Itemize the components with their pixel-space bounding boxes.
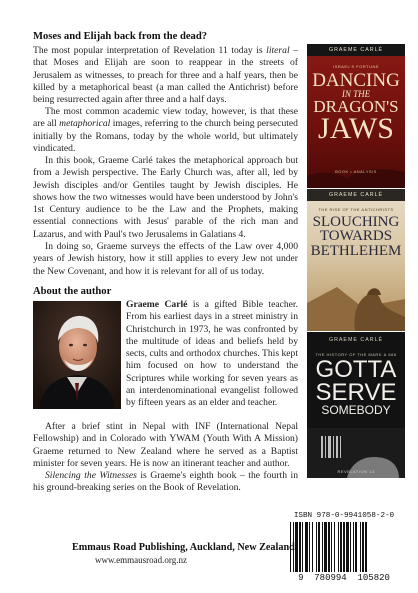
- emphasis-metaphorical: metaphorical: [59, 118, 111, 130]
- barcode-bar: [360, 522, 361, 572]
- paragraph-text: – that Moses and Elijah are soon to reappear in the streets of Jerusalem as witnesses, to preach for three and a half years, then be killed by a metaphorical beast (a man called the Antichrist) before being resurrected again after three and a half days.: [33, 45, 298, 106]
- book-title: [307, 215, 405, 258]
- publisher-name: Emmaus Road Publishing, Auckland, New Zealand: [72, 542, 295, 553]
- barcode-bar: [350, 522, 351, 572]
- paragraph-text: The most popular interpretation of Revelation 11 today is: [33, 45, 267, 56]
- barcode-bar: [309, 522, 310, 572]
- book-title: [307, 356, 405, 417]
- isbn-label: ISBN 978-0-9941058-2-0: [293, 512, 395, 520]
- book-author: GRAEME CARLÉ: [328, 47, 384, 53]
- book-author: GRAEME CARLÉ: [328, 337, 384, 343]
- title-line: SERVE: [315, 378, 397, 406]
- title-line: SLOUCHING: [312, 214, 400, 230]
- barcode-bar: [343, 522, 345, 572]
- title-line: DANCING: [312, 70, 400, 91]
- sphinx-illustration: [307, 261, 405, 331]
- barcode-bar: [331, 522, 332, 572]
- book-cover-dancing-dragons-jaws: [307, 44, 405, 188]
- book-subtitle: ISRAEL'S FORTUNE: [332, 64, 380, 69]
- paragraph-text: is Graeme's eighth book – the fourth in his ground-breaking series on the Book of Revelation.: [33, 470, 298, 494]
- title-line: JAWS: [318, 111, 394, 145]
- title-line: IN THE: [341, 89, 371, 100]
- section-heading-about-author: About the author: [33, 286, 112, 297]
- barcode-bar: [322, 522, 323, 572]
- title-line: BETHLEHEM: [310, 242, 402, 259]
- book-author: GRAEME CARLÉ: [328, 192, 384, 198]
- isbn-barcode: [284, 512, 404, 584]
- paragraph-book-series: [33, 470, 298, 495]
- barcode-bar: [365, 522, 367, 572]
- paragraph-author-ministry: After a brief stint in Nepal with INF (International Nepal Fellowship) and in Colorado with YWAM (Youth With A Mission) Graeme returned to New Zealand where he served as a Baptist minister for seven years. He is now an itinerant teacher and author.: [33, 421, 298, 469]
- barcode-bar: [328, 522, 330, 572]
- barcode-bars: [284, 522, 404, 572]
- barcode-bar: [312, 522, 313, 572]
- barcode-bar: [362, 522, 364, 572]
- paragraph-text: images, referring to the church being persecuted initially by the Romans, today by the whole world, but ultimately vindicated.: [33, 118, 298, 154]
- book-subtitle: THE HISTORY OF THE MARK & 666: [315, 352, 397, 357]
- author-photo: [33, 301, 121, 409]
- barcode-bar: [334, 522, 335, 572]
- title-line: GOTTA: [315, 356, 397, 383]
- barcode-digits: 9 780994 105820: [298, 573, 390, 583]
- barcode-bar: [346, 522, 349, 572]
- barcode-bar: [302, 522, 303, 572]
- book-title: [307, 72, 405, 143]
- paragraph-text: is a gifted Bible teacher. From his earliest days in a street ministry in Christchurch in 1973, he was confronted by the multitude of ideas and beliefs held by sects, cults and orthodox churches. This kept him focused on how to understand the Scriptures while working for seven years as an interdenominational evangelist followed by fifteen years as an elder and teacher.: [126, 299, 298, 409]
- book-cover-slouching-bethlehem: [307, 189, 405, 331]
- paragraph-law-history: In doing so, Graeme surveys the effects of the Law over 4,000 years of Jewish history, how it still applies to every Jew not under the New Covenant, and how it is relevant for all of us today.: [33, 241, 298, 277]
- barcode-bar: [318, 522, 320, 572]
- author-portrait-image: [33, 301, 121, 409]
- paragraph-text: The most common academic view today, however, is that these are all: [33, 106, 298, 130]
- barcode-bar: [338, 522, 339, 572]
- book-cover-gotta-serve-somebody: [307, 332, 405, 478]
- barcode-bar: [305, 522, 308, 572]
- book-footer: REVELATION 13: [337, 469, 375, 474]
- barcode-bar: [324, 522, 327, 572]
- barcode-bar: [355, 522, 357, 572]
- barcode-bar: [353, 522, 354, 572]
- paragraph-academic-view: [33, 106, 298, 155]
- author-name: Graeme Carlé: [126, 299, 188, 310]
- publisher-website: www.emmausroad.org.nz: [95, 555, 187, 565]
- book-subtitle: THE RISE OF THE ANTICHRISTS: [318, 207, 394, 212]
- title-line: TOWARDS: [319, 228, 393, 245]
- title-line: DRAGON'S: [313, 96, 399, 116]
- book-footer: BOOK • ANALYSIS: [335, 169, 377, 174]
- book-title-silencing: Silencing the Witnesses: [45, 470, 137, 481]
- emphasis-literal: literal: [266, 45, 290, 56]
- barcode-bar: [316, 522, 317, 572]
- barcode-bar: [295, 522, 298, 572]
- paragraph-book-approach: In this book, Graeme Carlé takes the metaphorical approach but from a Jewish perspective. The Early Church was, after all, led by Jewish disciples and/or Gentiles taught by Jewish disciples. He shows how the two witnesses would have been understood by John's 1st Century audience to be the Law and the Prophets, making essential connections with Jesus' parable of the rich man and Lazarus, and with Paul's two Jerusalems in Galatians 4.: [33, 155, 298, 240]
- barcode-bar: [340, 522, 342, 572]
- title-line: SOMEBODY: [321, 402, 391, 417]
- paragraph-literal-view: [33, 45, 298, 106]
- paragraph-author-bio: [126, 299, 298, 410]
- barcode-bar: [299, 522, 301, 572]
- section-heading-moses-elijah: Moses and Elijah back from the dead?: [33, 31, 208, 42]
